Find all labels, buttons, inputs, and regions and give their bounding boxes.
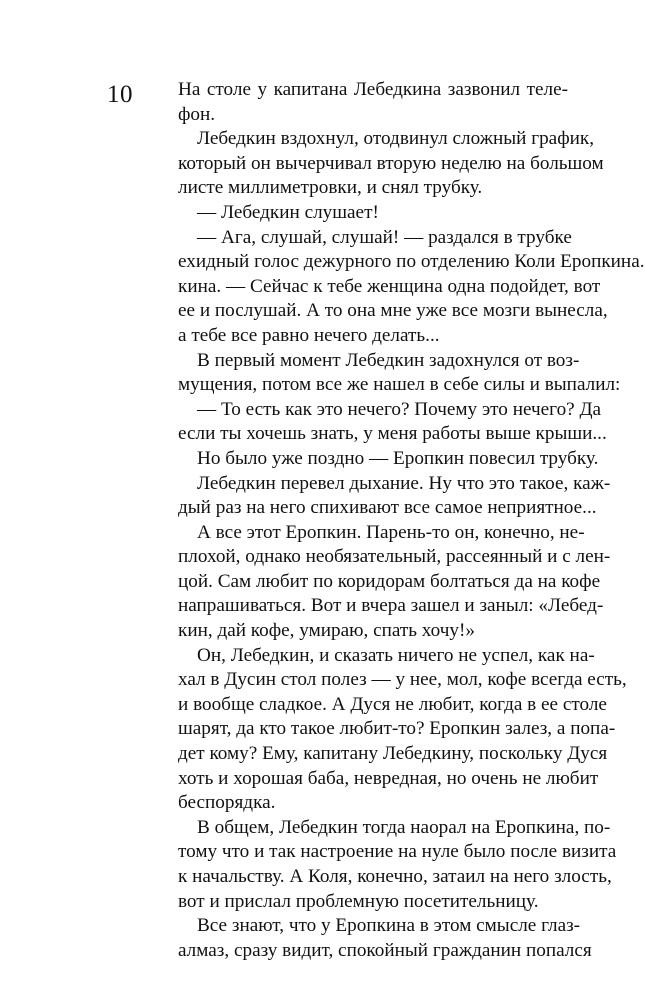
text-line: хоть и хорошая баба, невредная, но очень не любит <box>178 767 599 789</box>
text-line: который он вычерчивал вторую неделю на большом <box>178 152 604 174</box>
text-line: напрашиваться. Вот и вчера зашел и заныл: «Лебед- <box>178 595 604 617</box>
text-line: — Ага, слушай, слушай! — раздался в трубке <box>197 226 572 248</box>
text-line: мущения, потом все же нашел в себе силы и выпалил: <box>178 374 621 396</box>
text-line: Лебедкин перевел дыхание. Ну что это такое, каж- <box>197 472 611 494</box>
text-line: кина. — Сейчас к тебе женщина одна подойдет, вот <box>178 275 601 297</box>
text-line: шарят, да кто такое любит-то? Еропкин залез, а попа- <box>178 718 616 740</box>
text-line: — То есть как это нечего? Почему это нечего? Да <box>197 398 602 420</box>
text-line: Он, Лебедкин, и сказать ничего не успел, как на- <box>197 644 595 666</box>
text-line: В общем, Лебедкин тогда наорал на Еропкина, по- <box>197 816 611 838</box>
text-line: цой. Сам любит по коридорам болтаться да на кофе <box>178 570 601 592</box>
text-line: а тебе все равно нечего делать... <box>178 324 440 346</box>
text-line: кин, дай кофе, умираю, спать хочу!» <box>178 620 475 642</box>
text-line: На столе у капитана Лебедкина зазвонил теле- <box>178 79 568 100</box>
text-line: Все знают, что у Еропкина в этом смысле глаз- <box>197 915 581 937</box>
text-line: вот и прислал проблемную посетительницу. <box>178 890 539 912</box>
text-line: дый раз на него спихивают все самое неприятное... <box>178 497 597 519</box>
body-text <box>178 78 645 963</box>
text-line: плохой, однако необязательный, рассеянный и с лен- <box>178 546 611 568</box>
text-line: беспорядка. <box>178 792 276 814</box>
text-line: ехидный голос дежурного по отделению Коли Еропкина. <box>178 251 645 273</box>
text-line: Лебедкин вздохнул, отодвинул сложный график, <box>197 128 595 150</box>
text-line: дет кому? Ему, капитану Лебедкину, поскольку Дуся <box>178 743 608 765</box>
text-line: алмаз, сразу видит, спокойный гражданин попался <box>178 939 592 961</box>
text-line: фон. <box>178 103 216 125</box>
text-line: Но было уже поздно — Еропкин повесил трубку. <box>197 447 599 469</box>
text-line: тому что и так настроение на нуле было после визита <box>178 841 617 863</box>
page-number: 10 <box>107 81 133 108</box>
text-line: и вообще сладкое. А Дуся не любит, когда в ее столе <box>178 693 607 715</box>
text-line: А все этот Еропкин. Парень-то он, конечно, не- <box>197 521 585 543</box>
text-line: — Лебедкин слушает! <box>197 201 379 223</box>
text-line: хал в Дусин стол полез — у нее, мол, кофе всегда есть, <box>178 669 627 691</box>
text-line: В первый момент Лебедкин задохнулся от воз- <box>197 349 580 371</box>
text-line: если ты хочешь знать, у меня работы выше крыши... <box>178 423 607 445</box>
text-line: ее и послушай. А то она мне уже все мозги вынесла, <box>178 300 608 322</box>
text-line: листе миллиметровки, и снял трубку. <box>178 177 483 199</box>
text-line: к начальству. А Коля, конечно, затаил на него злость, <box>178 866 612 887</box>
